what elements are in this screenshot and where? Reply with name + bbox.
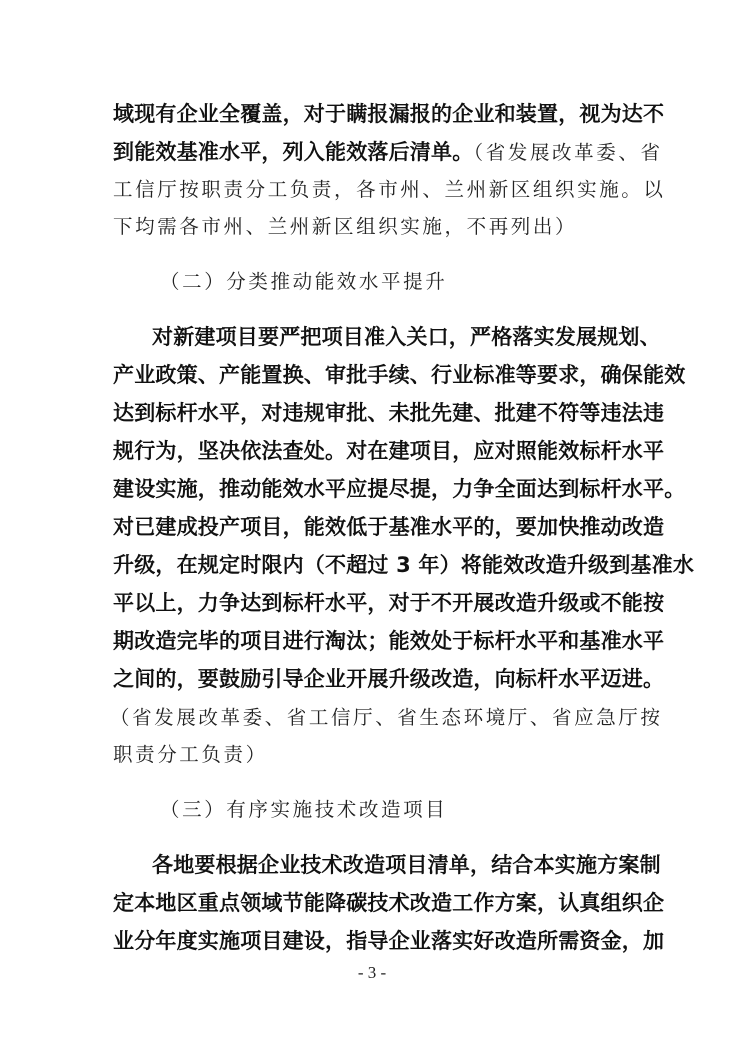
body-text-line	[113, 139, 663, 166]
body-text-line: 业分年度实施项目建设，指导企业落实好改造所需资金，加	[113, 929, 665, 953]
body-text-line: 各地要根据企业技术改造项目清单，结合本实施方案制	[152, 853, 661, 877]
body-text-line: 之间的，要鼓励引导企业开展升级改造，向标杆水平迈进。	[113, 667, 665, 691]
body-text-line: 对新建项目要严把项目准入关口，严格落实发展规划、	[152, 325, 661, 349]
responsibility-note-line: 工信厅按职责分工负责，各市州、兰州新区组织实施。以	[113, 178, 666, 201]
body-text-line: 平以上，力争达到标杆水平，对于不开展改造升级或不能按	[113, 591, 665, 615]
body-text-line: 升级，在规定时限内（不超过 3 年）将能效改造升级到基准水	[113, 553, 695, 577]
body-text: 到能效基准水平，列入能效落后清单。	[113, 140, 474, 164]
section-heading-3: （三）有序实施技术改造项目	[160, 798, 448, 821]
body-text-line: 域现有企业全覆盖，对于瞒报漏报的企业和装置，视为达不	[113, 102, 665, 126]
body-text-line: 对已建成投产项目，能效低于基准水平的，要加快推动改造	[113, 515, 665, 539]
page-number: - 3 -	[357, 963, 387, 982]
responsibility-note-line: 职责分工负责）	[113, 743, 268, 766]
body-text-line: 规行为，坚决依法查处。对在建项目，应对照能效标杆水平	[113, 439, 665, 463]
body-text-line: 产业政策、产能置换、审批手续、行业标准等要求，确保能效	[113, 363, 686, 387]
responsibility-note-line: （省发展改革委、省工信厅、省生态环境厅、省应急厅按	[110, 706, 663, 729]
body-text-line: 达到标杆水平，对违规审批、未批先建、批建不符等违法违	[113, 401, 665, 425]
body-text-line: 期改造完毕的项目进行淘汰；能效处于标杆水平和基准水平	[113, 629, 665, 653]
responsibility-note-line: 下均需各市州、兰州新区组织实施，不再列出）	[113, 215, 578, 238]
responsibility-note: （省发展改革委、省	[473, 141, 663, 164]
body-text-line: 定本地区重点领域节能降碳技术改造工作方案，认真组织企	[113, 891, 665, 915]
section-heading-2: （二）分类推动能效水平提升	[160, 270, 448, 293]
body-text-line: 建设实施，推动能效水平应提尽提，力争全面达到标杆水平。	[113, 477, 686, 501]
